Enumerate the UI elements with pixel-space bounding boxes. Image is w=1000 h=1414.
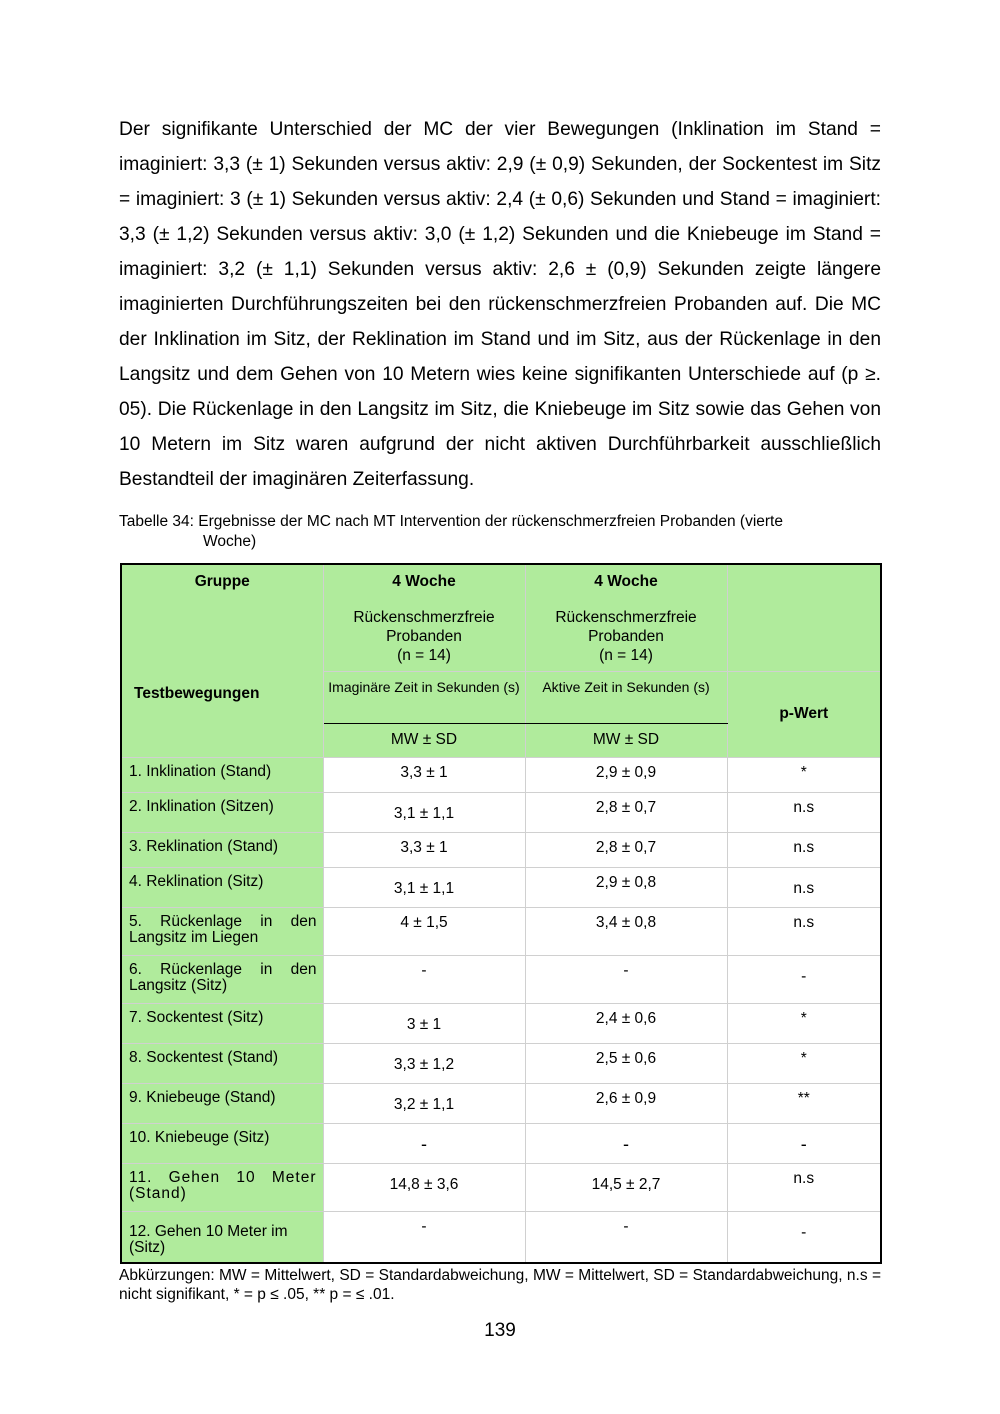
header-group-cell (121, 564, 323, 757)
row-imag-value: 3,1 ± 1,1 (323, 792, 525, 832)
table-row (121, 1083, 881, 1123)
row-aktiv-value: - (525, 955, 727, 1003)
row-aktiv-value: 3,4 ± 0,8 (525, 907, 727, 955)
row-label: 5. Rückenlage in den Langsitz im Liegen (121, 907, 323, 955)
header-time-imag: Imaginäre Zeit in Sekunden (s) (323, 671, 525, 723)
header-week-imag: 4 Woche (392, 573, 456, 590)
body-paragraph: Der signifikante Unterschied der MC der vier Bewegungen (Inklination im Stand = imaginiert: 3,3 (± 1) Sekunden versus aktiv: 2,9 (± 0,9) Sekunden, der Sockentest im Sitz = imaginiert: 3 (± 1) Sekunden versus aktiv: 2,4 (± 0,6) Sekunden und Stand = imaginiert: 3,3 (± 1,2) Sekunden versus aktiv: 3,0 (± 1,2) Sekunden und die Kniebeuge im Stand = imaginiert: 3,2 (± 1,1) Sekunden versus aktiv: 2,6 ± (0,9) Sekunden zeigte längere imaginierten Durchführungszeiten bei den rückenschmerzfreien Probanden auf. Die MC der Inklination im Sitz, der Reklination im Stand und im Sitz, aus der Rückenlage in den Langsitz und dem Gehen von 10 Metern wies keine signifikanten Unterschiede auf (p ≥. 05). Die Rückenlage in den Langsitz im Sitz, die Kniebeuge im Sitz sowie das Gehen von 10 Metern im Sitz waren aufgrund der nicht aktiven Durchführbarkeit ausschließlich Bestandteil der imaginären Zeiterfassung. (119, 119, 881, 490)
table-row (121, 907, 881, 955)
header-time-aktiv: Aktive Zeit in Sekunden (s) (525, 671, 727, 723)
row-label: 11. Gehen 10 Meter (Stand) (121, 1163, 323, 1211)
header-mw-imag: MW ± SD (323, 723, 525, 757)
row-label: 10. Kniebeuge (Sitz) (121, 1123, 323, 1163)
table-row (121, 1163, 881, 1211)
row-label: 2. Inklination (Sitzen) (121, 792, 323, 832)
row-imag-value: 3,3 ± 1 (323, 832, 525, 867)
caption-line2: Woche) (203, 533, 257, 550)
row-imag-value: 3,3 ± 1,2 (323, 1043, 525, 1083)
row-p-value: n.s (727, 832, 881, 867)
row-imag-value: 4 ± 1,5 (323, 907, 525, 955)
row-aktiv-value: 2,6 ± 0,9 (525, 1083, 727, 1123)
table-row (121, 1043, 881, 1083)
table-row (121, 792, 881, 832)
row-imag-value: - (323, 1123, 525, 1163)
results-table (120, 563, 882, 1264)
row-p-value: * (727, 1003, 881, 1043)
header-week-imag-cell (323, 564, 525, 671)
row-imag-value: 3,2 ± 1,1 (323, 1083, 525, 1123)
table-row (121, 832, 881, 867)
table-row (121, 955, 881, 1003)
row-label: 4. Reklination (Sitz) (121, 867, 323, 907)
row-aktiv-value: 2,8 ± 0,7 (525, 832, 727, 867)
row-aktiv-value: 2,8 ± 0,7 (525, 792, 727, 832)
row-p-value: - (727, 1123, 881, 1163)
row-imag-value: 3,1 ± 1,1 (323, 867, 525, 907)
row-p-value: * (727, 1043, 881, 1083)
header-week-aktiv: 4 Woche (594, 573, 658, 590)
header-group: Gruppe (194, 573, 250, 590)
row-aktiv-value: - (525, 1211, 727, 1263)
row-aktiv-value: 2,9 ± 0,9 (525, 757, 727, 792)
row-label: 8. Sockentest (Stand) (121, 1043, 323, 1083)
row-imag-value: 3 ± 1 (323, 1003, 525, 1043)
row-label: 7. Sockentest (Sitz) (121, 1003, 323, 1043)
table-caption (119, 512, 859, 552)
row-imag-value: - (323, 955, 525, 1003)
row-aktiv-value: 2,5 ± 0,6 (525, 1043, 727, 1083)
row-p-value: ** (727, 1083, 881, 1123)
row-aktiv-value: - (525, 1123, 727, 1163)
row-imag-value: 14,8 ± 3,6 (323, 1163, 525, 1211)
row-p-value: n.s (727, 1163, 881, 1211)
table-row (121, 1123, 881, 1163)
table-row (121, 757, 881, 792)
header-week-aktiv-cell (525, 564, 727, 671)
table-row (121, 1003, 881, 1043)
header-n-aktiv: (n = 14) (599, 647, 653, 664)
caption-label: Tabelle 34: (119, 513, 194, 530)
table-row (121, 867, 881, 907)
row-aktiv-value: 2,9 ± 0,8 (525, 867, 727, 907)
caption-line1: Ergebnisse der MC nach MT Intervention der rückenschmerzfreien Probanden (vierte (198, 513, 783, 530)
row-aktiv-value: 14,5 ± 2,7 (525, 1163, 727, 1211)
header-pwert: p-Wert (727, 671, 881, 757)
row-p-value: - (727, 955, 881, 1003)
row-p-value: - (727, 1211, 881, 1263)
header-testbewegungen: Testbewegungen (134, 685, 260, 702)
row-aktiv-value: 2,4 ± 0,6 (525, 1003, 727, 1043)
row-label: 9. Kniebeuge (Stand) (121, 1083, 323, 1123)
page-number: 139 (484, 1320, 516, 1341)
header-cohort-imag: Rückenschmerzfreie Probanden (353, 609, 495, 645)
header-empty-cell (727, 564, 881, 671)
row-p-value: * (727, 757, 881, 792)
row-imag-value: - (323, 1211, 525, 1263)
row-p-value: n.s (727, 792, 881, 832)
header-mw-aktiv: MW ± SD (525, 723, 727, 757)
row-p-value: n.s (727, 907, 881, 955)
table-row (121, 1211, 881, 1263)
header-cohort-aktiv: Rückenschmerzfreie Probanden (555, 609, 697, 645)
row-label: 1. Inklination (Stand) (121, 757, 323, 792)
row-label: 3. Reklination (Stand) (121, 832, 323, 867)
row-imag-value: 3,3 ± 1 (323, 757, 525, 792)
row-label: 12. Gehen 10 Meter im (Sitz) (121, 1211, 323, 1263)
table-footnote: Abkürzungen: MW = Mittelwert, SD = Standardabweichung, MW = Mittelwert, SD = Standardabweichung, n.s = nicht signifikant, * = p ≤ .05, ** p = ≤ .01. (119, 1267, 881, 1303)
row-p-value: n.s (727, 867, 881, 907)
row-label: 6. Rückenlage in den Langsitz (Sitz) (121, 955, 323, 1003)
header-n-imag: (n = 14) (397, 647, 451, 664)
